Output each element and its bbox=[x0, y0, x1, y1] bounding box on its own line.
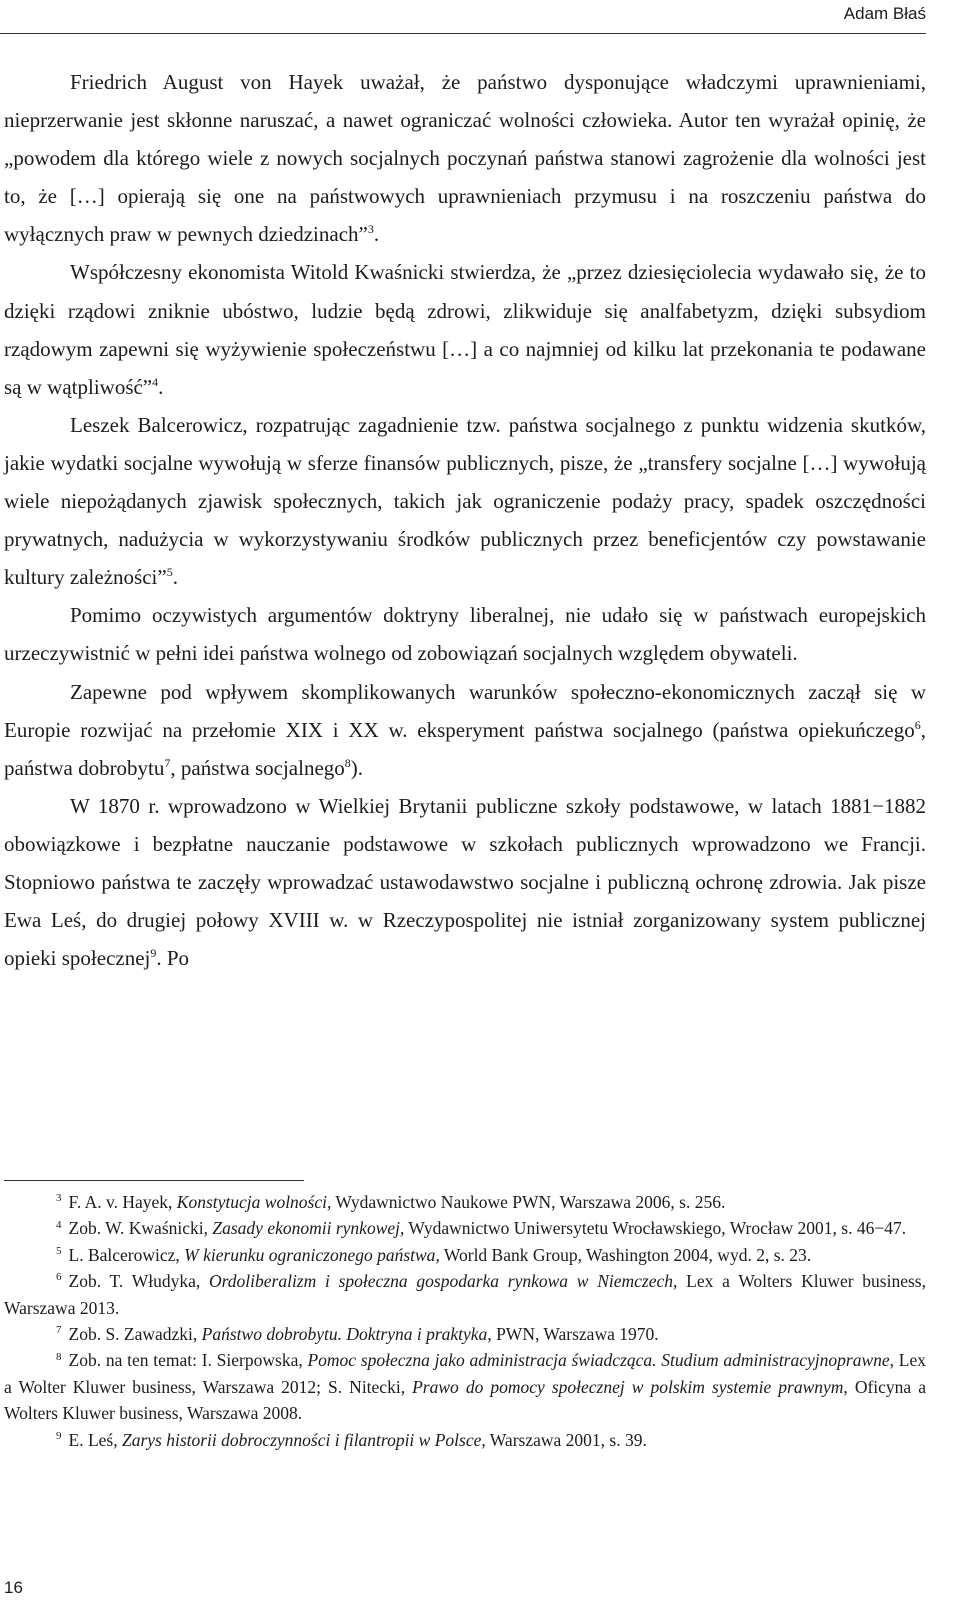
paragraph-5: Zapewne pod wpływem skomplikowanych warunków społeczno-ekonomicznych zaczął się w Europie rozwijać na przełomie XIX i XX w. eksperyment państwa socjalnego (państwa opiekuńczego$^6$, państwa dobrobytu$^7$, państwa socjalnego$^8$). bbox=[4, 679, 926, 780]
footnote-7: $^7$ Zob. S. Zawadzki, Państwo dobrobytu. Doktryna i praktyka, PWN, Warszawa 1970. bbox=[56, 1324, 659, 1345]
paragraph-1: Friedrich August von Hayek uważał, że państwo dysponujące władczymi uprawnieniami, nieprzerwanie jest skłonne naruszać, a nawet ograniczać wolności człowieka. Autor ten wyrażał opinię, że „powodem dla którego wiele z nowych socjalnych poczynań państwa stanowi zagrożenie dla wolności jest to, że […] opierają się one na państwowych uprawnieniach przymusu i na roszczeniu państwa do wyłącznych praw w pewnych dziedzinach”$^3$. bbox=[4, 70, 926, 247]
paragraph-2: Współczesny ekonomista Witold Kwaśnicki stwierdza, że „przez dziesięciolecia wydawało się, że to dzięki rządowi zniknie ubóstwo, ludzie będą zdrowi, zlikwiduje się analfabetyzm, dzięki subsydiom rządowym zapewni się wyżywienie społeczeństwu […] a co najmniej od kilku lat przekonania te podawane są w wątpliwość”$^4$. bbox=[4, 260, 926, 399]
footnote-title: Ordoliberalizm i społeczna gospodarka rynkowa w Niemczech bbox=[208, 1271, 674, 1292]
footnote-6: $^6$ Zob. T. Włudyka, Ordoliberalizm i społeczna gospodarka rynkowa w Niemczech, Lex a Wolters Kluwer business, Warszawa 2013. bbox=[4, 1271, 926, 1318]
paragraph-3: Leszek Balcerowicz, rozpatrując zagadnienie tzw. państwa socjalnego z punktu widzenia skutków, jakie wydatki socjalne wywołują w sferze finansów publicznych, pisze, że „transfery socjalne […] wywołują wiele niepożądanych zjawisk społecznych, takich jak ograniczenie podaży pracy, spadek oszczędności prywatnych, nadużycia w wykorzystywaniu środków publicznych przez beneficjentów czy powstawanie kultury zależności”$^5$. bbox=[4, 412, 926, 590]
footnote-ref-5[interactable]: 5 bbox=[166, 565, 173, 580]
footnote-ref-4[interactable]: 4 bbox=[152, 374, 159, 389]
footnote-9: $^9$ E. Leś, Zarys historii dobroczynności i filantropii w Polsce, Warszawa 2001, s. 39. bbox=[56, 1429, 647, 1450]
footnote-title: Pomoc społeczna jako administracja świadcząca. Studium administracyjnoprawne bbox=[307, 1350, 890, 1371]
footnote-ref-6[interactable]: 6 bbox=[914, 717, 921, 732]
footnote-4: $^4$ Zob. W. Kwaśnicki, Zasady ekonomii rynkowej, Wydawnictwo Uniwersytetu Wrocławskiego, Wrocław 2001, s. 46−47. bbox=[56, 1218, 907, 1239]
footnote-title: Państwo dobrobytu. Doktryna i praktyka bbox=[201, 1324, 488, 1345]
footnote-title: W kierunku ograniczonego państwa bbox=[184, 1244, 436, 1265]
footnote-5: $^5$ L. Balcerowicz, W kierunku ograniczonego państwa, World Bank Group, Washington 2004, wyd. 2, s. 23. bbox=[56, 1244, 812, 1265]
footnote-title-2: Prawo do pomocy społecznej w polskim systemie prawnym bbox=[412, 1376, 844, 1397]
footnote-title: Zarys historii dobroczynności i filantropii w Polsce bbox=[121, 1429, 482, 1450]
paragraph-4: Pomimo oczywistych argumentów doktryny liberalnej, nie udało się w państwach europejskich urzeczywistnić w pełni idei państwa wolnego od zobowiązań socjalnych względem obywateli. bbox=[4, 603, 926, 666]
paragraph-6: W 1870 r. wprowadzono w Wielkiej Brytanii publiczne szkoły podstawowe, w latach 1881−1882 obowiązkowe i bezpłatne nauczanie podstawowe w szkołach publicznych wprowadzono we Francji. Stopniowo państwa te zaczęły wprowadzać ustawodawstwo socjalne i publiczną ochronę zdrowia. Jak pisze Ewa Leś, do drugiej połowy XVIII w. w Rzeczypospolitej nie istniał zorganizowany system publicznej opieki społecznej$^9$. Po bbox=[4, 793, 926, 971]
page-number: 16 bbox=[4, 1578, 23, 1597]
footnote-3: $^3$ F. A. v. Hayek, Konstytucja wolności, Wydawnictwo Naukowe PWN, Warszawa 2006, s. 256. bbox=[56, 1192, 726, 1212]
header-rule bbox=[0, 33, 926, 34]
footnote-8: $^8$ Zob. na ten temat: I. Sierpowska, Pomoc społeczna jako administracja świadcząca. Studium administracyjnoprawne, Lex a Wolter Kluwer business, Warszawa 2012; S. Nitecki, Prawo do pomocy społecznej w polskim systemie prawnym, Oficyna a Wolters Kluwer business, Warszawa 2008. bbox=[4, 1350, 926, 1424]
footnote-separator bbox=[4, 1180, 304, 1181]
footnotes bbox=[4, 1189, 926, 1453]
footnote-title: Konstytucja wolności, bbox=[176, 1192, 332, 1212]
footnote-ref-9[interactable]: 9 bbox=[150, 946, 157, 961]
footnote-ref-3[interactable]: 3 bbox=[367, 222, 374, 237]
footnote-ref-8[interactable]: 8 bbox=[344, 755, 351, 770]
running-head: Adam Błaś bbox=[843, 4, 926, 23]
footnote-title: Zasady ekonomii rynkowej bbox=[212, 1218, 400, 1239]
footnote-ref-7[interactable]: 7 bbox=[164, 755, 171, 770]
body-text bbox=[4, 63, 926, 977]
